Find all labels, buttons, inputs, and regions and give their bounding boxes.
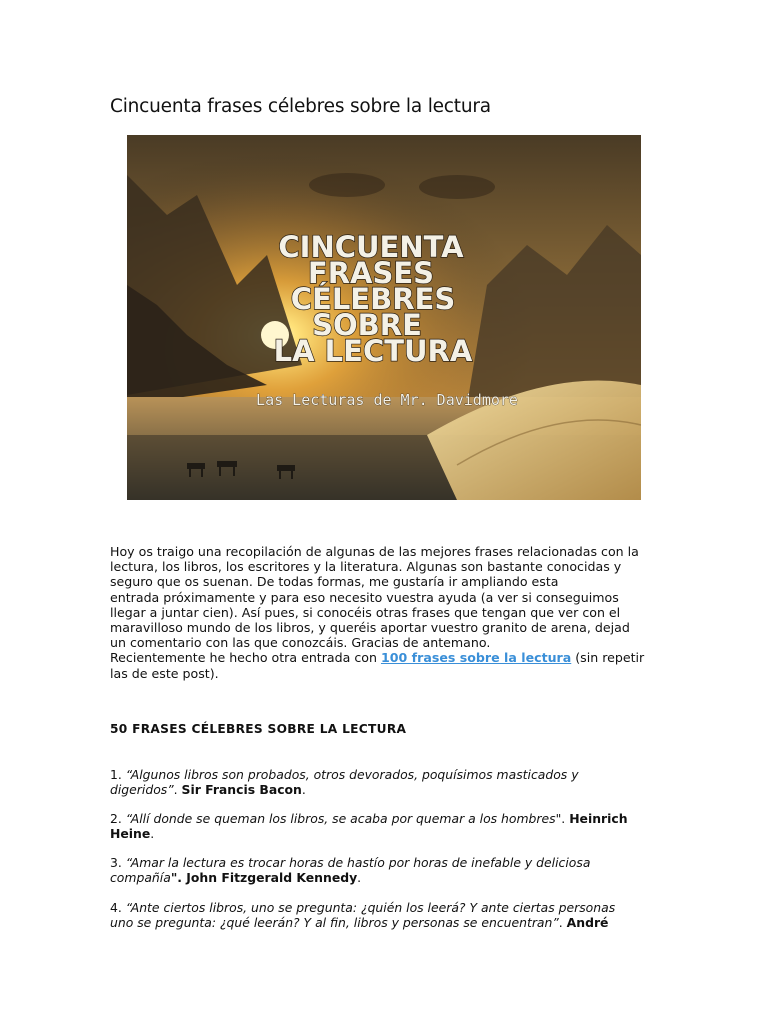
quote-end: . (357, 870, 362, 886)
intro-recent-prefix: Recientemente he hecho otra entrada con (110, 650, 381, 666)
banner-title-line: CINCUENTA (278, 230, 464, 264)
quote-text: “Allí donde se queman los libros, se acaba por quemar a los hombres" (125, 811, 562, 826)
quote-item (110, 767, 658, 797)
quote-text: “Ante ciertos libros, uno se pregunta: ¿quién los leerá? Y ante ciertas personas (125, 900, 616, 915)
banner-title-line: FRASES (307, 256, 435, 290)
quote-end: . (301, 782, 306, 798)
quote-number: 4. (110, 900, 126, 915)
intro-line: llegar a juntar cien). Así pues, si conocéis otras frases que tengan que ver con el (110, 604, 621, 620)
intro-recent-suffix: (sin repetir (571, 650, 645, 666)
intro-paragraph (110, 544, 658, 681)
quote-number: 2. (110, 811, 126, 826)
quote-text: “Amar la lectura es trocar horas de hastío por horas de inefable y deliciosa (125, 855, 591, 870)
quote-item (110, 811, 658, 841)
intro-line: lectura, los libros, los escritores y la literatura. Algunas son bastante conocidas y (110, 559, 622, 575)
quote-author: Heine (110, 826, 151, 842)
intro-recent-line (110, 650, 658, 665)
quote-end: . (150, 826, 155, 842)
intro-line: las de este post). (110, 665, 219, 681)
quote-text: compañía (110, 870, 171, 886)
quote-text: “Algunos libros son probados, otros devorados, poquísimos masticados y (125, 767, 579, 782)
quote-separator: . (173, 782, 182, 798)
quote-number: 1. (110, 767, 126, 782)
quote-author: André (566, 915, 609, 931)
quote-author: ". John Fitzgerald Kennedy (170, 870, 358, 886)
quote-author: Heinrich (569, 811, 628, 826)
intro-line: Hoy os traigo una recopilación de algunas de las mejores frases relacionadas con la (110, 544, 639, 559)
intro-line: seguro que os suenan. De todas formas, me gustaría ir ampliando esta (110, 574, 559, 590)
hundred-phrases-link[interactable]: 100 frases sobre la lectura (380, 650, 572, 666)
quote-item (110, 855, 658, 885)
banner-image (127, 135, 641, 500)
intro-line: maravilloso mundo de los libros, y queréis aportar vuestro granito de arena, dejad (110, 620, 630, 636)
quote-text: digeridos” (110, 782, 174, 798)
banner-title-line: SOBRE (312, 308, 422, 342)
quote-author: Sir Francis Bacon (181, 782, 302, 798)
intro-line: entrada próximamente y para eso necesito vuestra ayuda (a ver si conseguimos (110, 589, 619, 605)
section-heading: 50 FRASES CÉLEBRES SOBRE LA LECTURA (110, 722, 407, 736)
banner-title-line: CÉLEBRES (290, 282, 456, 316)
quote-text: uno se pregunta: ¿qué leerán? Y al fin, libros y personas se encuentran” (110, 915, 559, 931)
quote-separator: . (561, 811, 570, 826)
banner-subtitle: Las Lecturas de Mr. Davidmore (256, 391, 518, 409)
banner-title-line: LA LECTURA (273, 334, 473, 368)
quote-number: 3. (110, 855, 126, 870)
quote-item (110, 900, 658, 930)
quote-separator: . (558, 915, 567, 931)
page-title: Cincuenta frases célebres sobre la lectura (110, 96, 491, 117)
intro-line: un comentario con las que conozcáis. Gracias de antemano. (110, 635, 491, 651)
